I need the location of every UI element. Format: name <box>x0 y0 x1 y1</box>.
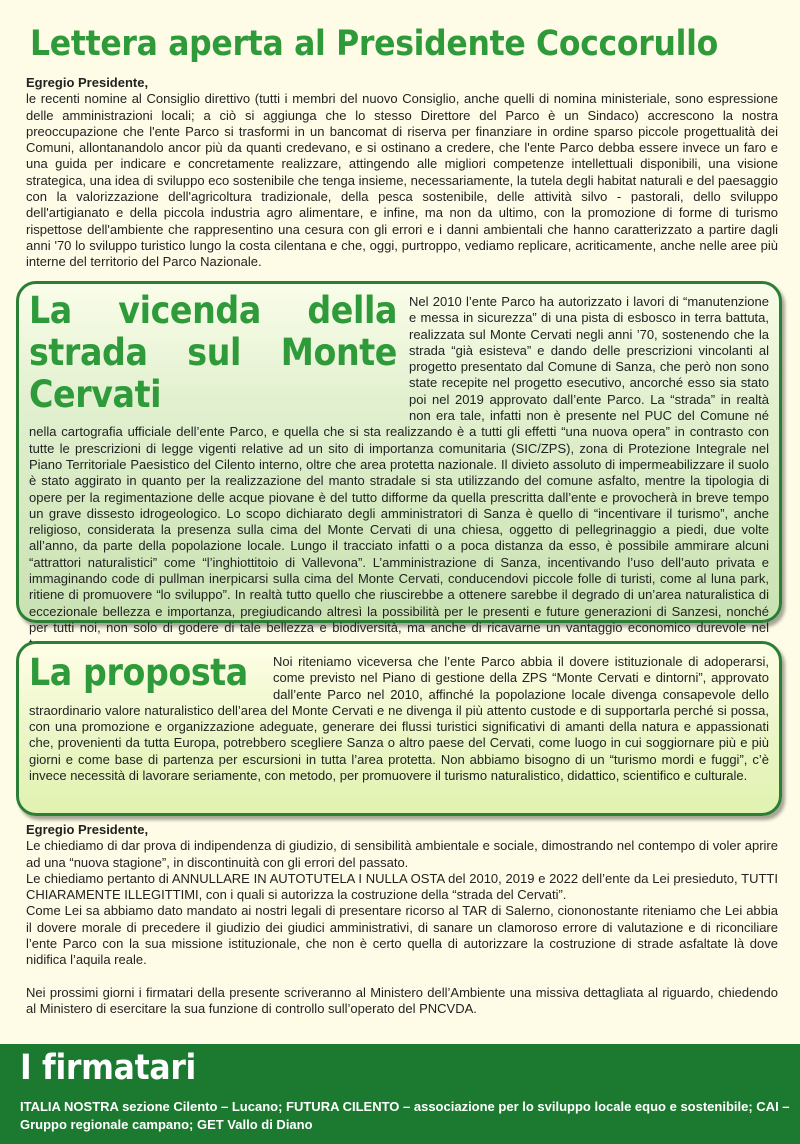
intro-body: le recenti nomine al Consiglio direttivo (tutti i membri del nuovo Consiglio, anche quelli di nomina ministeriale, sono espressione delle amministrazioni locali; a ciò si aggiunga che lo stesso Direttore del Parco è un Sindaco) accrescono la nostra preoccupazione che l'ente Parco si trasformi in un bancomat di riserva per finanziare in ordine sparso piccole progettualità dei Comuni, allontanandolo ancor più da quanti credevano, e si ostinano a credere, che l'ente Parco debba essere invece un faro e una guida per indicare e concretamente realizzare, attingendo alle migliori competenze intellettuali disponibili, una visione strategica, una idea di sviluppo eco sostenibile che tenga insieme, necessariamente, la tutela degli habitat naturali e del paesaggio con la valorizzazione dell'agricoltura tradizionale, della pesca sostenibile, delle attività silvo - pastorali, dello sviluppo dell'artigianato e della piccola industria agro alimentare, e infine, ma non da ultimo, con la promozione di forme di turismo rispettose dell'ambiente che rappresentino una cesura con gli errori e i danni ambientali che hanno caratterizzato a partire dagli anni '70 lo sviluppo turistico lungo la costa cilentana e che, oggi, purtroppo, vediamo replicare, acriticamente, anche nelle aree più interne del territorio del Parco Nazionale. <box>26 91 778 270</box>
section-strada-box <box>16 281 782 635</box>
closing-salutation: Egregio Presidente, <box>26 822 149 837</box>
closing-paragraph-2: Le chiediamo pertanto di ANNULLARE IN AUTOTUTELA I NULLA OSTA del 2010, 2019 e 2022 dell’ente da Lei presieduto, TUTTI CHIARAMENTE ILLEGITTIMI, con i quali si autorizza la costruzione della “strada del Cervati”. <box>26 870 778 903</box>
signatories-list: ITALIA NOSTRA sezione Cilento – Lucano; FUTURA CILENTO – associazione per lo sviluppo locale equo e sostenibile; CAI – Gruppo regionale campano; GET Vallo di Diano <box>20 1099 790 1132</box>
footer-title: I firmatari <box>20 1048 197 1088</box>
section-proposta-body: Noi riteniamo viceversa che l’ente Parco abbia il dovere istituzionale di adoperarsi, come previsto nel Piano di gestione della ZPS “Monte Cervati e dintorni”, approvato dall’ente Parco nel 2010, affinché la popolazione locale divenga consapevole dello straordinario valore naturalistico dell’area del Monte Cervati e ne divenga il più attento custode e di supportarla perché si possa, con una promozione e organizzazione adeguate, generare dei flussi turistici significativi di amanti della natura e appassionati che, provenienti da tutta Europa, potrebbero scegliere Sanza o altro paese del Cervati, come luogo in cui soggiornare più e più giorni e come base di partenza per escursioni in tutta l’area protetta. Non abbiamo bisogno di un “turismo mordi e fuggi”, c’è invece necessità di lavorare seriamente, con metodo, per promuovere il turismo naturalistico, didattico, scientifico e culturale. <box>29 654 769 784</box>
closing-paragraph-1: Le chiediamo di dar prova di indipendenza di giudizio, di sensibilità ambientale e sociale, dimostrando nel contempo di voler aprire ad una “nuova stagione”, in discontinuità con gli errori del passato. <box>26 838 778 870</box>
paragraph-gap <box>26 969 778 985</box>
section-proposta-box <box>16 641 782 816</box>
closing-paragraph-4: Nei prossimi giorni i firmatari della presente scriveranno al Ministero dell’Ambiente una missiva dettagliata al riguardo, chiedendo al Ministero di esercitare la sua funzione di controllo sull’operato del PNCVDA. <box>26 984 778 1016</box>
intro-salutation: Egregio Presidente, <box>26 75 149 90</box>
closing-paragraph-3: Come Lei sa abbiamo dato mandato ai nostri legali di presentare ricorso al TAR di Salerno, ciononostante riteniamo che Lei abbia il dovere morale di precedere il giudizio dei giudici amministrativi, di sanare un clamoroso errore di valutazione e di riconciliare l’ente Parco con la sua missione istituzionale, che non è certo quella di autorizzare la costruzione di strade asfaltate là dove nidifica l’aquila reale. <box>26 903 778 968</box>
section-strada-body: Nel 2010 l’ente Parco ha autorizzato i lavori di “manutenzione e messa in sicurezza” di una pista di esbosco in terra battuta, realizzata sul Monte Cervati negli anni ’70, sostenendo che la strada “già esisteva” e dando delle prescrizioni vincolanti al progetto presentato dal Comune di Sanza, che però non sono state recepite nel progetto esecutivo, ancorché esso sia stato poi nel 2019 approvato dall’ente Parco. La “strada” in realtà non era tale, infatti non è presente nel PUC del Comune né nella cartografia ufficiale dell’ente Parco, e quella che si sta realizzando è a tutti gli effetti “una nuova opera” in contrasto con tutte le prescrizioni di legge vigenti relative ad un sito di importanza comunitaria (SIC/ZPS), zona di Protezione Integrale nel Piano Territoriale Paesistico del Cilento interno, oltre che area protetta nazionale. Il divieto assoluto di impermeabilizzare il suolo è stato aggirato in quanto per la realizzazione del manto stradale si sta utilizzando del comune asfalto, mentre la tipologia di opere per la regimentazione delle acque piovane è del tutto difforme da quella prescritta dall’ente e provocherà in breve tempo un grave dissesto idrogeologico. Lo scopo dichiarato degli amministratori di Sanza è quello di “incentivare il turismo”, anche religioso, considerata la presenza sulla cima del Monte Cervati di una chiesa, oggetto di pellegrinaggio a piedi, due volte all’anno, da parte della popolazione locale. Lungo il tracciato infatti o a poca distanza da esso, è possibile ammirare alcuni “attrattori naturalistici” come “l’inghiottitoio di Vallevona”. L’amministrazione di Sanza, incentivando l’uso dell’auto privata e immaginando code di pullman inerpicarsi sulla cima del Monte Cervati, conducendovi piccole folle di turisti, come al luna park, ritiene di promuovere “lo sviluppo”. In realtà tutto quello che riuscirebbe a ottenere sarebbe il degrado di un’area naturalistica di eccezionale bellezza e importanza, pregiudicando altresì la possibilità per le presenti e future generazioni di Sanzesi, nonché per tutti noi, non solo di godere di tale bellezza e biodiversità, ma anche di ricavarne un vantaggio economico durevole nel <box>29 294 769 635</box>
intro-section <box>26 75 778 271</box>
closing-section <box>26 822 778 1017</box>
section-strada-heading: La vicenda della strada sul Monte Cervati <box>29 289 397 416</box>
signatories-footer <box>0 1044 800 1144</box>
page-title: Lettera aperta al Presidente Coccorullo <box>30 24 718 64</box>
section-proposta-heading: La proposta <box>29 651 248 694</box>
